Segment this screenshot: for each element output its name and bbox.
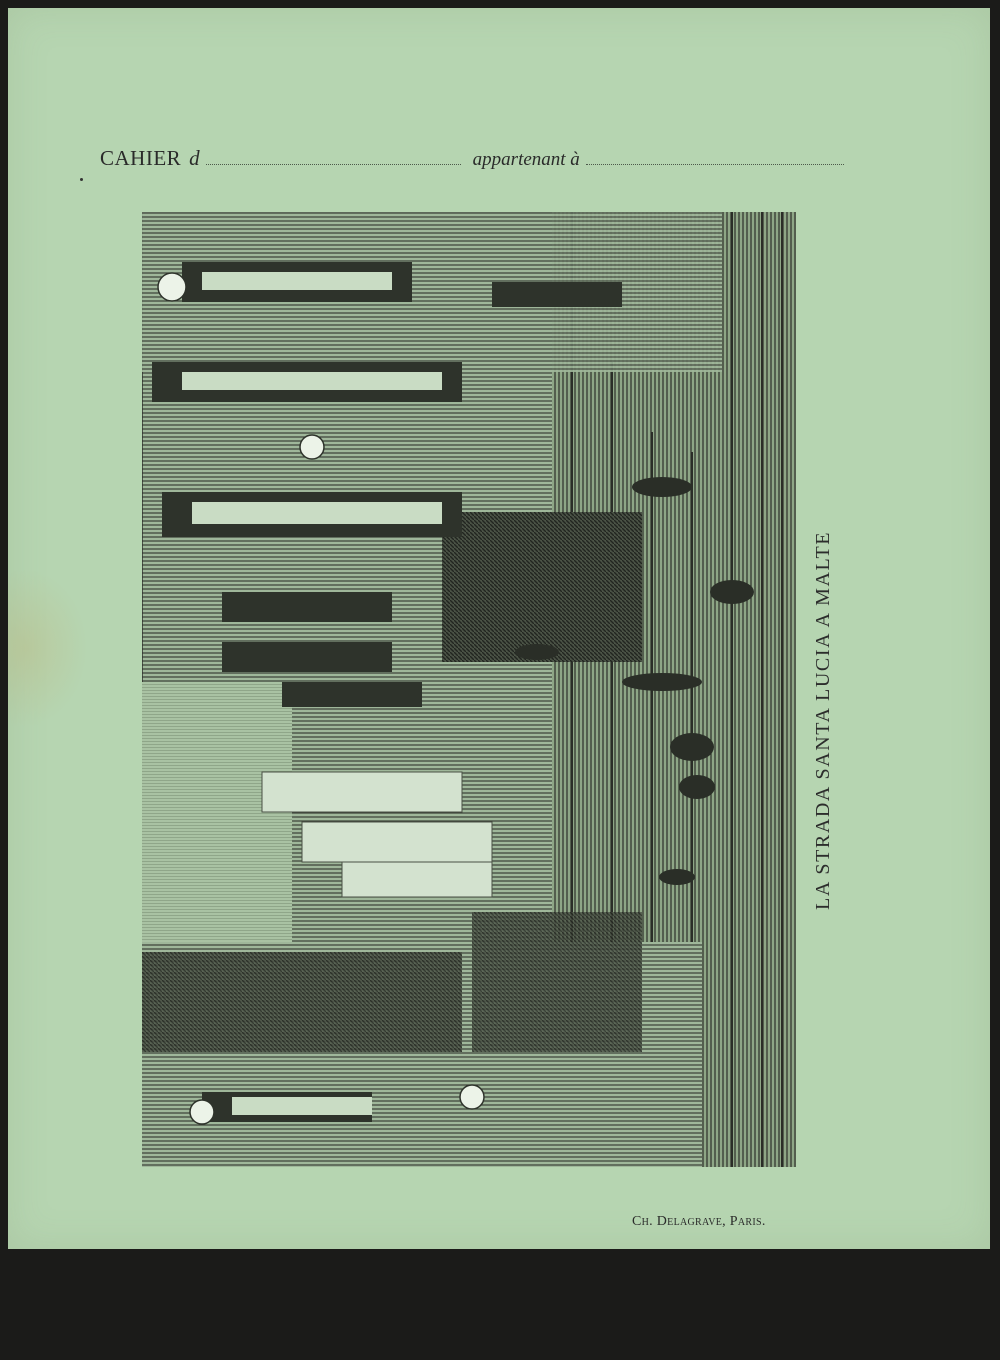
caption-wrap (812, 530, 842, 1360)
ink-dot (80, 178, 83, 181)
subject-dotted-line (206, 150, 461, 165)
publisher-imprint: Ch. Delagrave, Paris. (632, 1214, 766, 1229)
header-line (100, 146, 900, 176)
engraving-caption: LA STRADA SANTA LUCIA A MALTE (812, 530, 834, 910)
cahier-d-label: d (189, 146, 200, 170)
appartenant-label: appartenant à (472, 149, 580, 170)
owner-dotted-line (586, 150, 844, 165)
engraving-illustration (142, 212, 796, 1167)
cahier-label: CAHIER (100, 146, 182, 170)
